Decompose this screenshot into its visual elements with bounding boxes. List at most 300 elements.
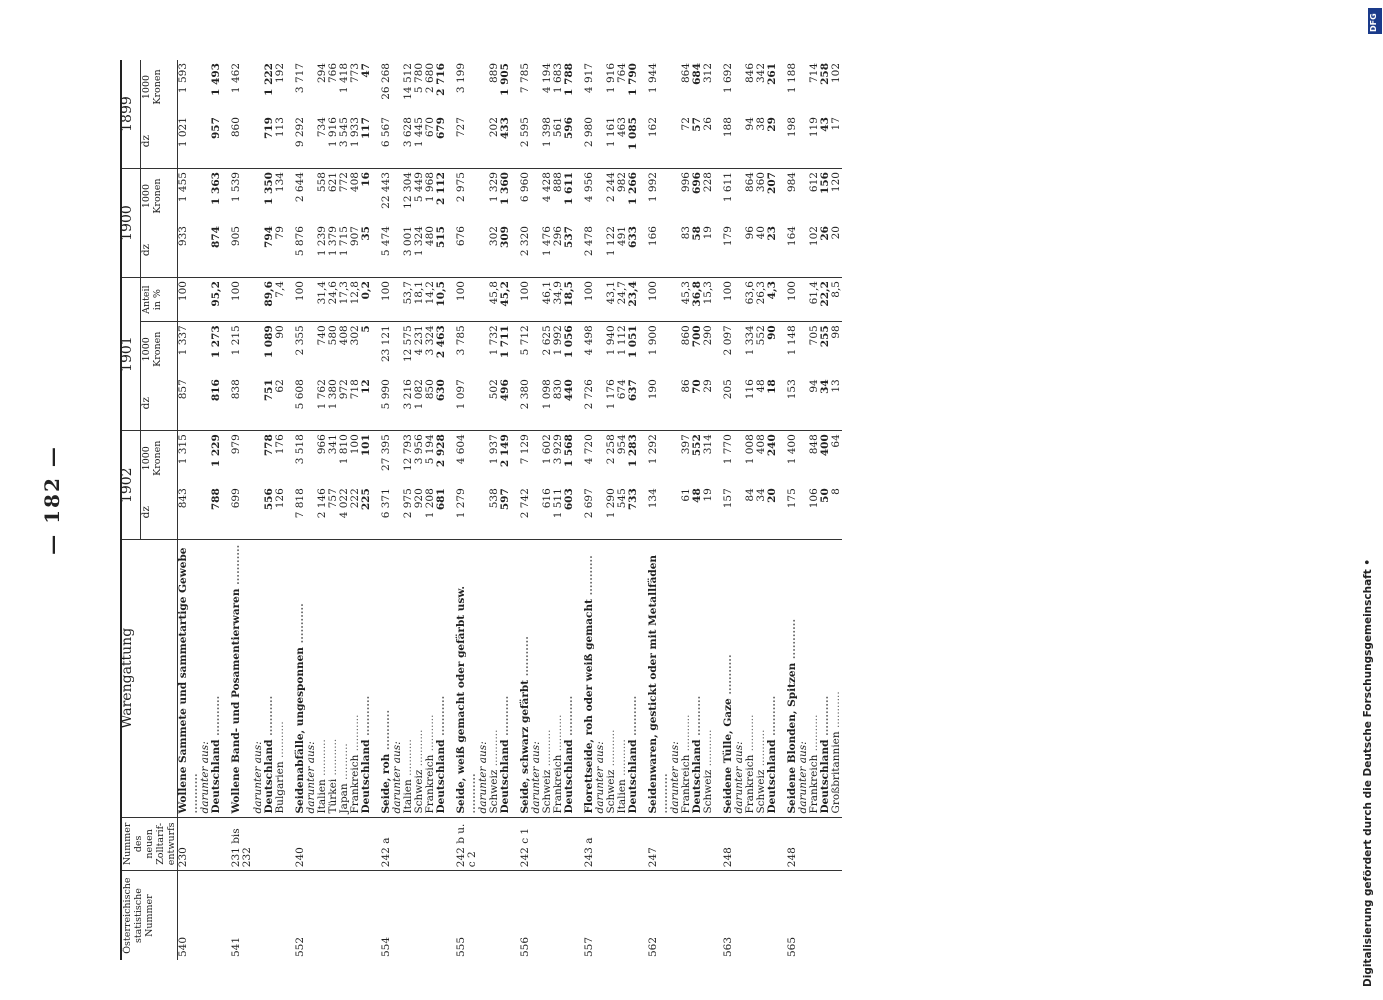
dz-1900-cell: 102 bbox=[809, 223, 820, 277]
kronen-1899-cell: 102 bbox=[830, 63, 842, 84]
table-row bbox=[436, 60, 447, 960]
kronen-1902-cell: 341 bbox=[327, 434, 339, 455]
table-row bbox=[734, 60, 745, 960]
dz-1902-cell: 134 bbox=[639, 485, 670, 539]
anteil-1901-cell: 100 bbox=[714, 278, 734, 322]
kronen-1901-cell: 4 231 bbox=[413, 325, 425, 356]
kronen-1901-cell: 1 112 bbox=[616, 325, 628, 356]
zoll-nr-cell: 248 bbox=[714, 817, 734, 871]
table-row bbox=[361, 60, 372, 960]
stat-nr-cell: 565 bbox=[786, 936, 798, 957]
kronen-1899-cell: 1 790 bbox=[627, 63, 639, 96]
kronen-1901-cell: 90 bbox=[766, 325, 778, 340]
stat-nr-cell bbox=[489, 871, 500, 960]
stat-nr-cell: 557 bbox=[583, 936, 595, 957]
kronen-1899-cell: 864 bbox=[680, 63, 692, 84]
anteil-1901-cell: 100 bbox=[511, 278, 531, 322]
description-cell: Frankreich ..... bbox=[350, 540, 361, 817]
description-cell: darunter aus: bbox=[595, 540, 606, 817]
kronen-1902-cell: 1 810 bbox=[338, 434, 350, 465]
stat-nr-cell bbox=[414, 871, 425, 960]
dz-1899-cell: 1 398 bbox=[542, 114, 553, 168]
dz-1900-cell: 23 bbox=[767, 223, 778, 277]
header-year-1902: 1902 bbox=[121, 431, 141, 540]
dz-1902-cell: 757 bbox=[328, 485, 339, 539]
dz-1902-cell: 7 818 bbox=[286, 485, 306, 539]
description-cell: Italien ..... bbox=[617, 540, 628, 817]
kronen-1902-cell: 778 bbox=[263, 434, 275, 457]
dz-1902-cell: 4 022 bbox=[339, 485, 350, 539]
dz-1902-cell: 48 bbox=[692, 485, 703, 539]
zoll-nr-cell bbox=[617, 817, 628, 871]
anteil-1901-cell: 100 bbox=[447, 278, 478, 322]
dfg-logo: DFG bbox=[1368, 8, 1382, 34]
zoll-nr-cell: 242 b u. c 2 bbox=[447, 817, 478, 871]
dz-1901-cell: 630 bbox=[436, 376, 447, 430]
kronen-1901-cell: 2 355 bbox=[294, 325, 306, 356]
dz-1900-cell: 96 bbox=[745, 223, 756, 277]
zoll-nr-cell bbox=[403, 817, 414, 871]
anteil-1901-cell: 53,7 bbox=[403, 278, 414, 322]
description-cell: darunter aus: bbox=[734, 540, 745, 817]
description-cell: Deutschland ..... bbox=[500, 540, 511, 817]
kronen-1899-cell: 714 bbox=[808, 63, 820, 84]
kronen-1900-cell: 1 968 bbox=[424, 172, 436, 203]
dz-1900-cell: 40 bbox=[756, 223, 767, 277]
kronen-1902-cell: 1 400 bbox=[786, 434, 798, 465]
kronen-1900-cell: 2 112 bbox=[435, 172, 447, 205]
anteil-1901-cell: 45,2 bbox=[500, 278, 511, 322]
kronen-1899-cell: 3 199 bbox=[455, 63, 467, 94]
description-cell: Deutschland ..... bbox=[211, 540, 222, 817]
stat-nr-cell bbox=[264, 871, 275, 960]
dz-1899-cell: 43 bbox=[820, 114, 831, 168]
kronen-1900-cell: 1 455 bbox=[177, 172, 189, 203]
kronen-1902-cell: 1 292 bbox=[647, 434, 659, 465]
dz-1902-cell: 1 279 bbox=[447, 485, 478, 539]
kronen-1901-cell: 5 712 bbox=[519, 325, 531, 356]
kronen-1899-cell: 47 bbox=[360, 63, 372, 78]
dz-1901-cell: 1 097 bbox=[447, 376, 478, 430]
dz-1899-cell: 2 980 bbox=[575, 114, 595, 168]
stat-nr-cell bbox=[306, 871, 317, 960]
dz-1899-cell: 113 bbox=[275, 114, 286, 168]
kronen-1900-cell: 360 bbox=[755, 172, 767, 193]
header-kronen-1902: 1000 Kronen bbox=[141, 431, 178, 485]
kronen-1902-cell: 314 bbox=[702, 434, 714, 455]
zoll-nr-cell bbox=[756, 817, 767, 871]
anteil-1901-cell: 24,7 bbox=[617, 278, 628, 322]
description-cell: Deutschland ..... bbox=[820, 540, 831, 817]
table-row bbox=[211, 60, 222, 960]
zoll-nr-cell: 231 bis 232 bbox=[222, 817, 253, 871]
kronen-1899-cell: 766 bbox=[327, 63, 339, 84]
description-cell: Bulgarien ..... bbox=[275, 540, 286, 817]
dz-1900-cell: 164 bbox=[778, 223, 798, 277]
anteil-1901-cell: 31,4 bbox=[317, 278, 328, 322]
dz-1901-cell: 850 bbox=[425, 376, 436, 430]
dz-1900-cell: 874 bbox=[211, 223, 222, 277]
kronen-1901-cell: 1 711 bbox=[499, 325, 511, 359]
table-row bbox=[178, 60, 201, 960]
table-row bbox=[606, 60, 617, 960]
dz-1900-cell: 1 379 bbox=[328, 223, 339, 277]
table-row bbox=[447, 60, 478, 960]
kronen-1900-cell: 1 611 bbox=[722, 172, 734, 203]
dz-1902-cell: 6 371 bbox=[372, 485, 392, 539]
description-cell: Deutschland ..... bbox=[564, 540, 575, 817]
kronen-1901-cell: 552 bbox=[755, 325, 767, 346]
header-zoll-nr: Nummer des neuen Zolltarif-entwurfs bbox=[121, 817, 178, 871]
stat-nr-cell: 552 bbox=[294, 936, 306, 957]
dz-1901-cell: 70 bbox=[692, 376, 703, 430]
kronen-1902-cell: 7 129 bbox=[519, 434, 531, 465]
zoll-nr-cell bbox=[500, 817, 511, 871]
table-row bbox=[350, 60, 361, 960]
dz-1902-cell: 157 bbox=[714, 485, 734, 539]
dz-1900-cell: 515 bbox=[436, 223, 447, 277]
header-year-1901: 1901 bbox=[121, 278, 141, 431]
dz-1901-cell: 2 380 bbox=[511, 376, 531, 430]
kronen-1899-cell: 2 680 bbox=[424, 63, 436, 94]
stat-nr-cell bbox=[211, 871, 222, 960]
table-row bbox=[681, 60, 692, 960]
dz-1900-cell: 1 476 bbox=[542, 223, 553, 277]
header-dz-1899: dz bbox=[141, 114, 178, 168]
stat-nr-cell bbox=[392, 871, 403, 960]
stat-nr-cell bbox=[809, 871, 820, 960]
anteil-1901-cell: 14,2 bbox=[425, 278, 436, 322]
anteil-1901-cell: 15,3 bbox=[703, 278, 714, 322]
header-year-1900: 1900 bbox=[121, 169, 141, 278]
description-cell: Florettseide, roh oder weiß gemacht ..... bbox=[575, 540, 595, 817]
kronen-1900-cell: 984 bbox=[786, 172, 798, 193]
dz-1902-cell: 788 bbox=[211, 485, 222, 539]
dz-1902-cell: 733 bbox=[628, 485, 639, 539]
kronen-1899-cell: 1 418 bbox=[338, 63, 350, 94]
anteil-1901-cell: 89,6 bbox=[264, 278, 275, 322]
description-cell: Deutschland ..... bbox=[436, 540, 447, 817]
anteil-1901-cell: 36,8 bbox=[692, 278, 703, 322]
dz-1902-cell: 1 208 bbox=[425, 485, 436, 539]
kronen-1902-cell: 64 bbox=[830, 434, 842, 448]
stat-nr-cell bbox=[436, 871, 447, 960]
description-cell: Seide, schwarz gefärbt ..... bbox=[511, 540, 531, 817]
stat-nr-cell bbox=[564, 871, 575, 960]
stat-nr-cell bbox=[595, 871, 606, 960]
kronen-1901-cell: 1 215 bbox=[230, 325, 242, 356]
kronen-1900-cell: 996 bbox=[680, 172, 692, 193]
table-row bbox=[264, 60, 275, 960]
header-anteil-1901: Anteil in % bbox=[141, 278, 178, 322]
kronen-1902-cell: 12 793 bbox=[402, 434, 414, 471]
zoll-nr-cell bbox=[820, 817, 831, 871]
dz-1902-cell: 8 bbox=[831, 485, 842, 539]
dz-1899-cell: 29 bbox=[767, 114, 778, 168]
kronen-1901-cell: 700 bbox=[691, 325, 703, 348]
stat-nr-cell bbox=[703, 871, 714, 960]
table-row bbox=[820, 60, 831, 960]
dz-1901-cell: 18 bbox=[767, 376, 778, 430]
kronen-1900-cell: 1 350 bbox=[263, 172, 275, 205]
zoll-nr-cell bbox=[767, 817, 778, 871]
kronen-1900-cell: 982 bbox=[616, 172, 628, 193]
kronen-1900-cell: 4 428 bbox=[541, 172, 553, 203]
description-cell: Frankreich ..... bbox=[553, 540, 564, 817]
dz-1902-cell: 126 bbox=[275, 485, 286, 539]
table-row bbox=[767, 60, 778, 960]
description-cell: Deutschland ..... bbox=[361, 540, 372, 817]
stat-nr-cell bbox=[542, 871, 553, 960]
kronen-1901-cell: 3 324 bbox=[424, 325, 436, 356]
header-dz-1901: dz bbox=[141, 376, 178, 430]
stat-nr-cell bbox=[275, 871, 286, 960]
dz-1900-cell: 1 239 bbox=[317, 223, 328, 277]
kronen-1899-cell: 764 bbox=[616, 63, 628, 84]
kronen-1900-cell: 1 992 bbox=[647, 172, 659, 203]
description-cell: Italien ..... bbox=[317, 540, 328, 817]
kronen-1899-cell: 684 bbox=[691, 63, 703, 85]
kronen-1899-cell: 1 788 bbox=[563, 63, 575, 96]
stat-nr-cell bbox=[403, 871, 414, 960]
dz-1900-cell: 2 478 bbox=[575, 223, 595, 277]
dz-1900-cell: 794 bbox=[264, 223, 275, 277]
kronen-1900-cell: 4 956 bbox=[583, 172, 595, 203]
kronen-1902-cell: 1 315 bbox=[177, 434, 189, 465]
kronen-1899-cell: 1 916 bbox=[605, 63, 617, 94]
description-cell: darunter aus: bbox=[200, 540, 211, 817]
table-row bbox=[703, 60, 714, 960]
header-kronen-1899: 1000 Kronen bbox=[141, 60, 178, 114]
zoll-nr-cell: 242 a bbox=[372, 817, 392, 871]
stat-nr-cell bbox=[317, 871, 328, 960]
stat-nr-cell bbox=[361, 871, 372, 960]
stat-nr-cell: 555 bbox=[455, 936, 467, 957]
dz-1901-cell: 3 216 bbox=[403, 376, 414, 430]
kronen-1899-cell: 1 944 bbox=[647, 63, 659, 94]
description-cell: Deutschland ..... bbox=[264, 540, 275, 817]
zoll-nr-cell bbox=[339, 817, 350, 871]
kronen-1902-cell: 2 928 bbox=[435, 434, 447, 468]
dz-1901-cell: 34 bbox=[820, 376, 831, 430]
description-cell: darunter aus: bbox=[478, 540, 489, 817]
dz-1899-cell: 57 bbox=[692, 114, 703, 168]
header-year-1899: 1899 bbox=[121, 60, 141, 169]
dz-1902-cell: 556 bbox=[264, 485, 275, 539]
kronen-1902-cell: 3 518 bbox=[294, 434, 306, 465]
kronen-1899-cell: 294 bbox=[316, 63, 328, 84]
anteil-1901-cell: 22,2 bbox=[820, 278, 831, 322]
kronen-1899-cell: 846 bbox=[744, 63, 756, 84]
zoll-nr-cell bbox=[275, 817, 286, 871]
zoll-nr-cell: 248 bbox=[778, 817, 798, 871]
dz-1899-cell: 38 bbox=[756, 114, 767, 168]
dz-1899-cell: 596 bbox=[564, 114, 575, 168]
anteil-1901-cell: 100 bbox=[639, 278, 670, 322]
dz-1902-cell: 2 742 bbox=[511, 485, 531, 539]
kronen-1900-cell: 888 bbox=[552, 172, 564, 193]
table-body bbox=[178, 60, 843, 960]
stat-nr-cell bbox=[756, 871, 767, 960]
description-cell: Wollene Band- und Posamentierwaren ..... bbox=[222, 540, 253, 817]
kronen-1899-cell: 26 268 bbox=[380, 63, 392, 100]
dz-1901-cell: 1 380 bbox=[328, 376, 339, 430]
dz-1902-cell: 1 290 bbox=[606, 485, 617, 539]
dz-1901-cell: 751 bbox=[264, 376, 275, 430]
dz-1901-cell: 12 bbox=[361, 376, 372, 430]
description-cell: darunter aus: bbox=[253, 540, 264, 817]
header-dz-1900: dz bbox=[141, 223, 178, 277]
anteil-1901-cell: 34,9 bbox=[553, 278, 564, 322]
dz-1899-cell: 94 bbox=[745, 114, 756, 168]
dz-1900-cell: 5 876 bbox=[286, 223, 306, 277]
kronen-1902-cell: 240 bbox=[766, 434, 778, 457]
kronen-1900-cell: 1 363 bbox=[210, 172, 222, 205]
dz-1902-cell: 50 bbox=[820, 485, 831, 539]
stat-nr-cell: 540 bbox=[177, 936, 189, 957]
anteil-1901-cell: 45,8 bbox=[489, 278, 500, 322]
anteil-1901-cell: 4,3 bbox=[767, 278, 778, 322]
zoll-nr-cell bbox=[264, 817, 275, 871]
kronen-1901-cell: 2 463 bbox=[435, 325, 447, 359]
kronen-1899-cell: 773 bbox=[349, 63, 361, 84]
rotated-table-page bbox=[40, 40, 1180, 960]
page-number: — 182 — bbox=[40, 445, 64, 555]
dz-1901-cell: 830 bbox=[553, 376, 564, 430]
stat-nr-cell bbox=[253, 871, 264, 960]
table-row bbox=[317, 60, 328, 960]
kronen-1900-cell: 1 611 bbox=[563, 172, 575, 205]
dz-1899-cell: 463 bbox=[617, 114, 628, 168]
description-cell: Seidenwaren, gestickt oder mit Metallfäden ..... bbox=[639, 540, 670, 817]
dz-1899-cell: 1 021 bbox=[178, 114, 201, 168]
anteil-1901-cell: 0,2 bbox=[361, 278, 372, 322]
kronen-1902-cell: 100 bbox=[349, 434, 361, 455]
anteil-1901-cell: 8,5 bbox=[831, 278, 842, 322]
kronen-1902-cell: 400 bbox=[819, 434, 831, 457]
table-row bbox=[286, 60, 306, 960]
kronen-1900-cell: 612 bbox=[808, 172, 820, 193]
zoll-nr-cell bbox=[564, 817, 575, 871]
dz-1901-cell: 502 bbox=[489, 376, 500, 430]
dz-1899-cell: 3 545 bbox=[339, 114, 350, 168]
dz-1900-cell: 3 001 bbox=[403, 223, 414, 277]
dz-1899-cell: 957 bbox=[211, 114, 222, 168]
zoll-nr-cell bbox=[531, 817, 542, 871]
zoll-nr-cell bbox=[798, 817, 809, 871]
kronen-1901-cell: 90 bbox=[274, 325, 286, 339]
kronen-1902-cell: 1 283 bbox=[627, 434, 639, 468]
description-cell: Frankreich ..... bbox=[681, 540, 692, 817]
kronen-1899-cell: 1 905 bbox=[499, 63, 511, 96]
kronen-1899-cell: 1 462 bbox=[230, 63, 242, 94]
kronen-1901-cell: 705 bbox=[808, 325, 820, 346]
description-cell: Schweiz ..... bbox=[606, 540, 617, 817]
zoll-nr-cell: 243 a bbox=[575, 817, 595, 871]
description-cell: Seidene Tülle, Gaze ..... bbox=[714, 540, 734, 817]
description-cell: Deutschland ..... bbox=[767, 540, 778, 817]
stat-nr-cell bbox=[831, 871, 842, 960]
kronen-1899-cell: 5 780 bbox=[413, 63, 425, 94]
kronen-1901-cell: 740 bbox=[316, 325, 328, 346]
dz-1901-cell: 674 bbox=[617, 376, 628, 430]
dz-1900-cell: 491 bbox=[617, 223, 628, 277]
stat-nr-cell bbox=[531, 871, 542, 960]
dz-1902-cell: 19 bbox=[703, 485, 714, 539]
dz-1901-cell: 5 608 bbox=[286, 376, 306, 430]
anteil-1901-cell: 63,6 bbox=[745, 278, 756, 322]
kronen-1902-cell: 27 395 bbox=[380, 434, 392, 471]
table-row bbox=[639, 60, 670, 960]
zoll-nr-cell bbox=[628, 817, 639, 871]
description-cell: Seide, roh ..... bbox=[372, 540, 392, 817]
kronen-1899-cell: 1 593 bbox=[177, 63, 189, 94]
dz-1900-cell: 166 bbox=[639, 223, 670, 277]
dz-1901-cell: 857 bbox=[178, 376, 201, 430]
description-cell: Schweiz ..... bbox=[489, 540, 500, 817]
kronen-1901-cell: 3 785 bbox=[455, 325, 467, 356]
stat-nr-cell bbox=[670, 871, 681, 960]
kronen-1901-cell: 1 273 bbox=[210, 325, 222, 359]
trade-statistics-table bbox=[120, 60, 842, 960]
kronen-1902-cell: 176 bbox=[274, 434, 286, 455]
kronen-1901-cell: 1 056 bbox=[563, 325, 575, 359]
table-row bbox=[714, 60, 734, 960]
kronen-1900-cell: 156 bbox=[819, 172, 831, 194]
kronen-1899-cell: 1 692 bbox=[722, 63, 734, 94]
dz-1899-cell: 26 bbox=[703, 114, 714, 168]
kronen-1900-cell: 772 bbox=[338, 172, 350, 193]
dz-1899-cell: 670 bbox=[425, 114, 436, 168]
kronen-1901-cell: 98 bbox=[830, 325, 842, 339]
zoll-nr-cell bbox=[595, 817, 606, 871]
dz-1900-cell: 933 bbox=[178, 223, 201, 277]
zoll-nr-cell bbox=[306, 817, 317, 871]
anteil-1901-cell: 100 bbox=[286, 278, 306, 322]
kronen-1902-cell: 1 229 bbox=[210, 434, 222, 468]
kronen-1902-cell: 954 bbox=[616, 434, 628, 455]
kronen-1901-cell: 1 992 bbox=[552, 325, 564, 356]
kronen-1899-cell: 192 bbox=[274, 63, 286, 84]
dz-1899-cell: 9 292 bbox=[286, 114, 306, 168]
table-row bbox=[339, 60, 350, 960]
dz-1901-cell: 496 bbox=[500, 376, 511, 430]
dz-1901-cell: 637 bbox=[628, 376, 639, 430]
dz-1899-cell: 2 595 bbox=[511, 114, 531, 168]
kronen-1900-cell: 2 644 bbox=[294, 172, 306, 203]
kronen-1902-cell: 1 568 bbox=[563, 434, 575, 468]
dz-1902-cell: 545 bbox=[617, 485, 628, 539]
dz-1900-cell: 179 bbox=[714, 223, 734, 277]
anteil-1901-cell: 46,1 bbox=[542, 278, 553, 322]
kronen-1900-cell: 2 244 bbox=[605, 172, 617, 203]
dz-1899-cell: 734 bbox=[317, 114, 328, 168]
kronen-1900-cell: 134 bbox=[274, 172, 286, 193]
dz-1899-cell: 433 bbox=[500, 114, 511, 168]
dz-1902-cell: 222 bbox=[350, 485, 361, 539]
dz-1901-cell: 1 176 bbox=[606, 376, 617, 430]
kronen-1900-cell: 696 bbox=[691, 172, 703, 194]
dz-1902-cell: 2 975 bbox=[403, 485, 414, 539]
kronen-1902-cell: 979 bbox=[230, 434, 242, 455]
dz-1902-cell: 699 bbox=[222, 485, 253, 539]
dz-1899-cell: 119 bbox=[809, 114, 820, 168]
dz-1900-cell: 58 bbox=[692, 223, 703, 277]
kronen-1902-cell: 4 720 bbox=[583, 434, 595, 465]
anteil-1901-cell: 95,2 bbox=[211, 278, 222, 322]
kronen-1899-cell: 7 785 bbox=[519, 63, 531, 94]
dz-1902-cell: 1 511 bbox=[553, 485, 564, 539]
